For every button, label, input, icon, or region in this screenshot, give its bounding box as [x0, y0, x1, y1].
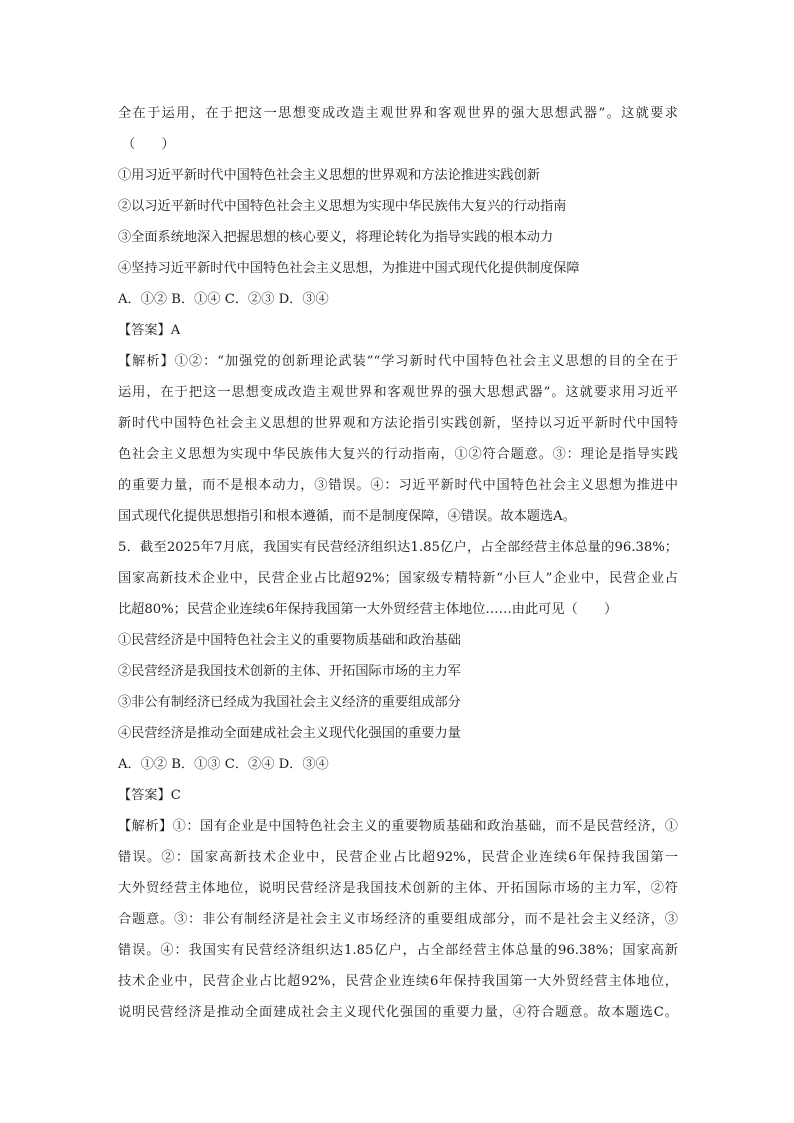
q4-option-3: ③全面系统地深入把握思想的核心要义，将理论转化为指导实践的根本动力	[118, 230, 554, 245]
q5-option-2: ②民营经济是我国技术创新的主体、开拓国际市场的主力军	[118, 664, 461, 679]
q4-choices: A．①② B．①④ C．②③ D．③④	[118, 292, 329, 307]
q5-stem-line-3: 比超80%；民营企业连续6年保持我国第一大外贸经营主体地位……由此可见（ ）	[118, 602, 618, 617]
q4-analysis-line-3: 新时代中国特色社会主义思想的世界观和方法论指引实践创新，坚持以习近平新时代中国特	[118, 416, 678, 431]
q5-analysis-line-2: 错误。②：国家高新技术企业中，民营企业占比超92%，民营企业连续6年保持我国第一	[118, 850, 678, 865]
q5-option-4: ④民营经济是推动全面建成社会主义现代化强国的重要力量	[118, 726, 461, 741]
q5-option-1: ①民营经济是中国特色社会主义的重要物质基础和政治基础	[118, 633, 461, 648]
q4-option-4: ④坚持习近平新时代中国特色社会主义思想，为推进中国式现代化提供制度保障	[118, 261, 580, 276]
q4-answer-blank: （ ）	[122, 137, 175, 152]
q4-analysis-line-5: 的重要力量，而不是根本动力，③错误。④：习近平新时代中国特色社会主义思想为推进中	[118, 478, 678, 493]
q5-analysis-line-5: 错误。④：我国实有民营经济组织达1.85亿户，占全部经营主体总量的96.38%；国家高新	[118, 943, 678, 958]
q4-analysis-line-4: 色社会主义思想为实现中华民族伟大复兴的行动指南，①②符合题意。③：理论是指导实践	[118, 447, 678, 462]
q4-analysis-line-1: 【解析】①②：“加强党的创新理论武装”“学习新时代中国特色社会主义思想的目的全在于	[118, 354, 678, 369]
q5-analysis-line-1: 【解析】①：国有企业是中国特色社会主义的重要物质基础和政治基础，而不是民营经济，①	[118, 819, 678, 834]
document-page	[118, 98, 678, 1028]
q4-analysis-line-6: 国式现代化提供思想指引和根本遵循，而不是制度保障，④错误。故本题选A。	[118, 509, 576, 524]
q5-stem-line-2: 国家高新技术企业中，民营企业占比超92%；国家级专精特新“小巨人”企业中，民营企业占	[118, 571, 678, 586]
q4-stem-line-1: 全在于运用，在于把这一思想变成改造主观世界和客观世界的强大思想武器”。这就要求	[118, 106, 678, 121]
q5-stem-line-1: 5．截至2025年7月底，我国实有民营经济组织达1.85亿户，占全部经营主体总量的96.38%；	[118, 540, 678, 555]
q5-option-3: ③非公有制经济已经成为我国社会主义经济的重要组成部分	[118, 695, 461, 710]
q5-analysis-line-4: 合题意。③：非公有制经济是社会主义市场经济的重要组成部分，而不是社会主义经济，③	[118, 912, 678, 927]
q4-answer: 【答案】A	[118, 323, 181, 338]
q5-analysis-line-3: 大外贸经营主体地位，说明民营经济是我国技术创新的主体、开拓国际市场的主力军，②符	[118, 881, 678, 896]
q5-analysis-line-6: 技术企业中，民营企业占比超92%，民营企业连续6年保持我国第一大外贸经营主体地位，	[118, 974, 678, 989]
q4-option-1: ①用习近平新时代中国特色社会主义思想的世界观和方法论推进实践创新	[118, 168, 540, 183]
q4-analysis-line-2: 运用，在于把这一思想变成改造主观世界和客观世界的强大思想武器”。这就要求用习近平	[118, 385, 678, 400]
q5-answer: 【答案】C	[118, 788, 181, 803]
q5-analysis-line-7: 说明民营经济是推动全面建成社会主义现代化强国的重要力量，④符合题意。故本题选C。	[118, 1005, 678, 1020]
q4-option-2: ②以习近平新时代中国特色社会主义思想为实现中华民族伟大复兴的行动指南	[118, 199, 567, 214]
q5-choices: A．①② B．①③ C．②④ D．③④	[118, 757, 329, 772]
